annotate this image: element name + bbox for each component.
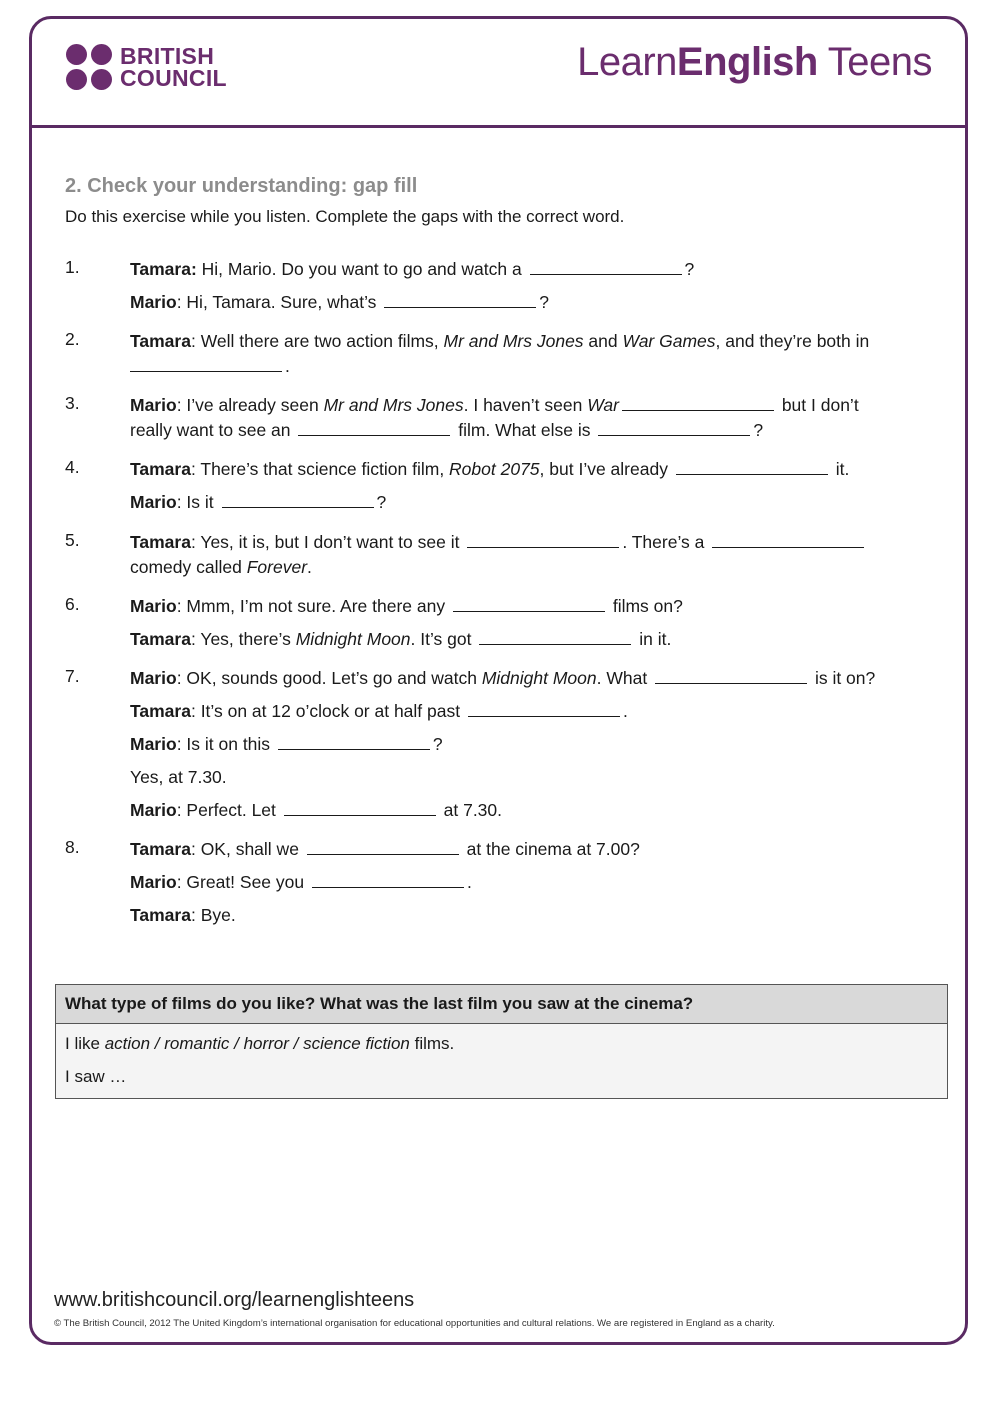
gap-field[interactable] [468, 702, 620, 717]
question-number: 1. [65, 257, 80, 277]
discussion-line-1[interactable]: I like action / romantic / horror / science fiction films. [65, 1034, 455, 1053]
british-council-logo [66, 44, 227, 90]
question-2: 2. Tamara: Well there are two action films, Mr and Mrs Jones and War Games, and they’re both in . [65, 329, 870, 376]
footer-url[interactable]: www.britishcouncil.org/learnenglishteens [54, 1289, 415, 1311]
footer-copyright: © The British Council, 2012 The United Kingdom’s international organisation for educational opportunities and cultural relations. We are registered in England as a charity. [54, 1318, 775, 1329]
gap-field[interactable] [307, 840, 459, 855]
gap-field[interactable] [598, 421, 750, 436]
question-number: 3. [65, 393, 80, 413]
question-number: 2. [65, 329, 80, 349]
learnenglish-teens-logo: LearnEnglish Teens [577, 40, 932, 84]
question-6: 6. Mario: Mmm, I’m not sure. Are there any films on? Tamara: Yes, there’s Midnight Moon. It’s got in it. [65, 594, 683, 649]
gap-field[interactable] [298, 421, 450, 436]
discussion-question: What type of films do you like? What was the last film you saw at the cinema? [56, 985, 947, 1024]
gap-field[interactable] [530, 260, 682, 275]
question-number: 7. [65, 666, 80, 686]
instructions: Do this exercise while you listen. Complete the gaps with the correct word. [65, 207, 625, 226]
discussion-box [55, 984, 948, 1099]
question-1: 1. Tamara: Hi, Mario. Do you want to go and watch a ? Mario: Hi, Tamara. Sure, what’s ? [65, 257, 695, 312]
question-number: 6. [65, 594, 80, 614]
gap-field[interactable] [676, 460, 828, 475]
logo-line-2: COUNCIL [120, 65, 227, 91]
gap-field[interactable] [479, 630, 631, 645]
gap-field[interactable] [278, 735, 430, 750]
gap-field[interactable] [712, 533, 864, 548]
header-divider [29, 125, 968, 128]
logo-line-1: BRITISH [120, 43, 215, 69]
question-8: 8. Tamara: OK, shall we at the cinema at 7.00? Mario: Great! See you . Tamara: Bye. [65, 837, 640, 925]
question-5: 5. Tamara: Yes, it is, but I don’t want to see it . There’s a comedy called Forever. [65, 530, 925, 588]
discussion-line-2[interactable]: I saw … [65, 1067, 127, 1086]
gap-field[interactable] [467, 533, 619, 548]
gap-field[interactable] [384, 293, 536, 308]
question-number: 8. [65, 837, 80, 857]
gap-field[interactable] [312, 873, 464, 888]
gap-field[interactable] [284, 801, 436, 816]
gap-field[interactable] [453, 597, 605, 612]
question-number: 5. [65, 530, 80, 550]
gap-field[interactable] [130, 357, 282, 372]
question-3: 3. Mario: I’ve already seen Mr and Mrs Jones. I haven’t seen War but I don’t really want to see an film. What else is ? [65, 393, 859, 440]
question-7: 7. Mario: OK, sounds good. Let’s go and watch Midnight Moon. What is it on? Tamara: It’s on at 12 o’clock or at half past . Mario: Is it on this ? Yes, at 7.30. Mario: Perfect. Let at 7.30. [65, 666, 876, 820]
section-title: 2. Check your understanding: gap fill [65, 175, 418, 197]
logo-dots-icon [66, 44, 112, 90]
question-number: 4. [65, 457, 80, 477]
gap-field[interactable] [655, 669, 807, 684]
gap-field[interactable] [622, 396, 774, 411]
gap-field[interactable] [222, 493, 374, 508]
question-4: 4. Tamara: There’s that science fiction film, Robot 2075, but I’ve already it. Mario: Is it ? [65, 457, 850, 512]
